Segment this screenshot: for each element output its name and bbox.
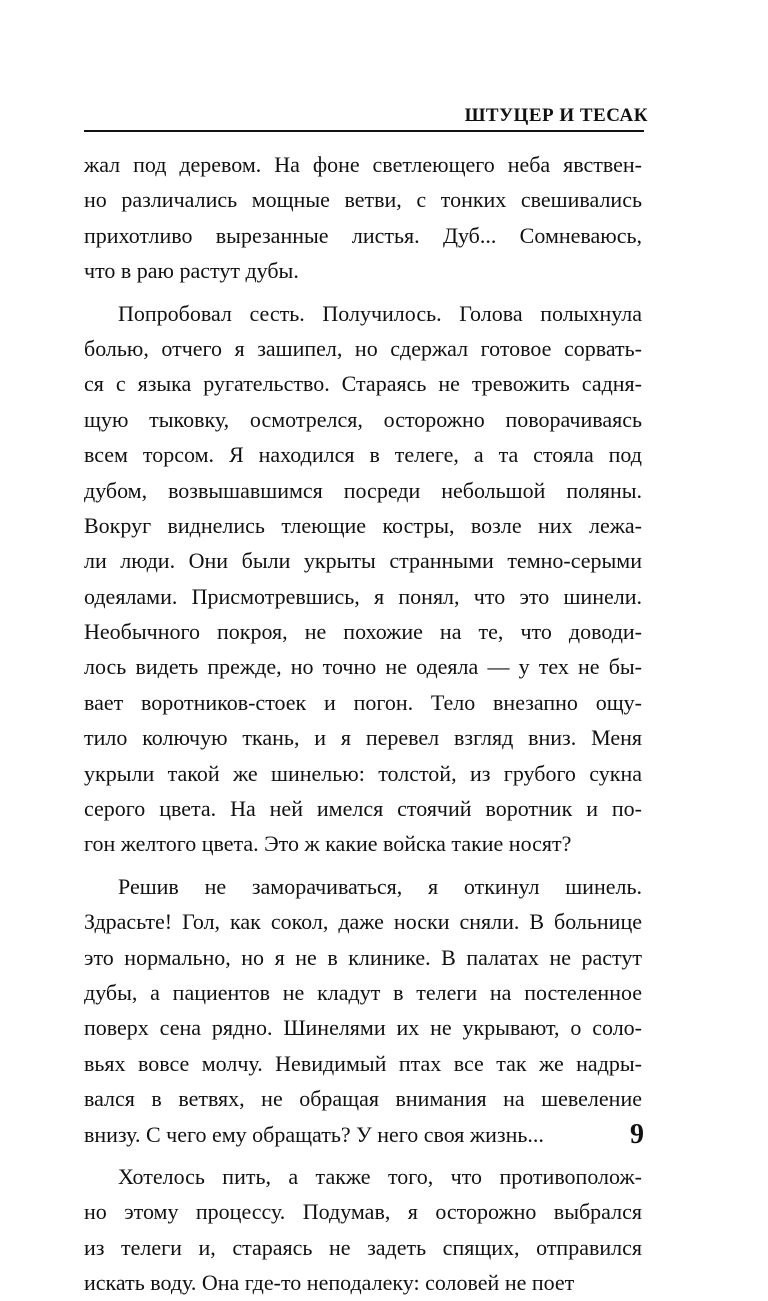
text-line: лось видеть прежде, но точно не одеяла — у тех не бы- [84,654,642,680]
text-line: дубом, возвышавшимся посреди небольшой поляны. [84,477,642,503]
text-line: укрыли такой же шинелью: толстой, из грубого сукна [84,760,642,786]
text-line: гон желтого цвета. Это ж какие войска такие носят? [84,831,572,857]
running-head: ШТУЦЕР И ТЕСАК [464,105,648,126]
text-line: болью, отчего я зашипел, но сдержал готовое сорвать- [84,335,642,361]
text-line: Вокруг виднелись тлеющие костры, возле них лежа- [84,512,642,538]
text-line: Здрасьте! Гол, как сокол, даже носки сняли. В больнице [84,909,642,935]
text-line: вает воротников-стоек и погон. Тело внезапно ощу- [84,689,642,715]
text-line: но этому процессу. Подумав, я осторожно выбрался [84,1199,642,1225]
body-text [84,147,642,1301]
paragraph [84,147,642,289]
text-line: искать воду. Она где-то неподалеку: соловей не поет [84,1270,575,1296]
text-line: ли люди. Они были укрыты странными темно-серыми [84,548,642,574]
text-line: из телеги и, стараясь не задеть спящих, отправился [84,1234,642,1260]
text-line: Решив не заморачиваться, я откинул шинель. [118,873,642,899]
paragraph [84,296,642,862]
paragraph-gap [84,1152,642,1159]
text-line: что в раю растут дубы. [84,258,299,284]
text-line: поверх сена рядно. Шинелями их не укрывают, о соло- [84,1015,642,1041]
text-line: дубы, а пациентов не кладут в телеги на постеленное [84,979,642,1005]
paragraph-gap [84,862,642,869]
page-number: 9 [630,1119,644,1150]
text-line: жал под деревом. На фоне светлеющего неба явствен- [84,152,642,177]
text-line: щую тыковку, осмотрелся, осторожно поворачиваясь [84,406,642,432]
text-line: Попробовал сесть. Получилось. Голова полыхнула [118,300,642,326]
text-line: внизу. С чего ему обращать? У него своя жизнь... [84,1121,544,1147]
text-line: серого цвета. На ней имелся стоячий воротник и по- [84,796,642,822]
text-line: одеялами. Присмотревшись, я понял, что это шинели. [84,583,642,609]
text-line: но различались мощные ветви, с тонких свешивались [84,187,642,213]
text-line: тило колючую ткань, и я перевел взгляд вниз. Меня [84,725,642,751]
text-line: Необычного покроя, не похожие на те, что доводи- [84,619,642,645]
text-line: это нормально, но я не в клинике. В палатах не растут [84,944,642,970]
text-line: вался в ветвях, не обращая внимания на шевеление [84,1086,642,1112]
text-line: ся с языка ругательство. Стараясь не тревожить садня- [84,371,642,397]
paragraph [84,869,642,1152]
paragraph-gap [84,289,642,296]
text-line: Хотелось пить, а также того, что противополож- [118,1163,642,1189]
text-line: вьях вовсе молчу. Невидимый птах все так же надры- [84,1050,642,1076]
header-rule [84,130,644,132]
paragraph [84,1159,642,1301]
text-line: прихотливо вырезанные листья. Дуб... Сомневаюсь, [84,222,642,248]
text-line: всем торсом. Я находился в телеге, а та стояла под [84,442,642,468]
